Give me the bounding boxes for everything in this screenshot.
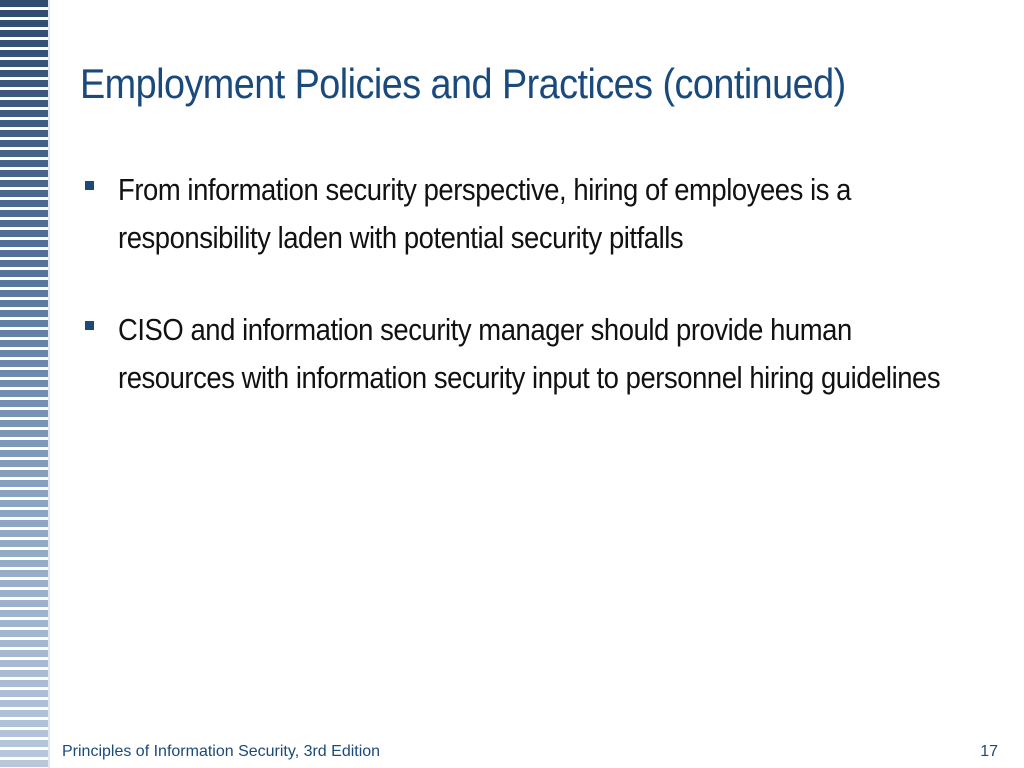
decorative-side-stripe [0,0,48,768]
square-bullet-icon [85,321,94,330]
bullet-item [82,166,1002,262]
bullet-list [82,166,1002,446]
slide-title: Employment Policies and Practices (continued) [80,60,846,107]
bullet-text: CISO and information security manager should provide human resources with information security input to personnel hiring guidelines [118,312,941,395]
decorative-side-rule [48,0,50,768]
bullet-item [82,306,1002,402]
square-bullet-icon [85,181,94,190]
bullet-text: From information security perspective, hiring of employees is a responsibility laden with potential security pitfalls [118,172,852,255]
footer-course-title: Principles of Information Security, 3rd Edition [62,743,381,760]
footer-page-number: 17 [980,743,998,760]
